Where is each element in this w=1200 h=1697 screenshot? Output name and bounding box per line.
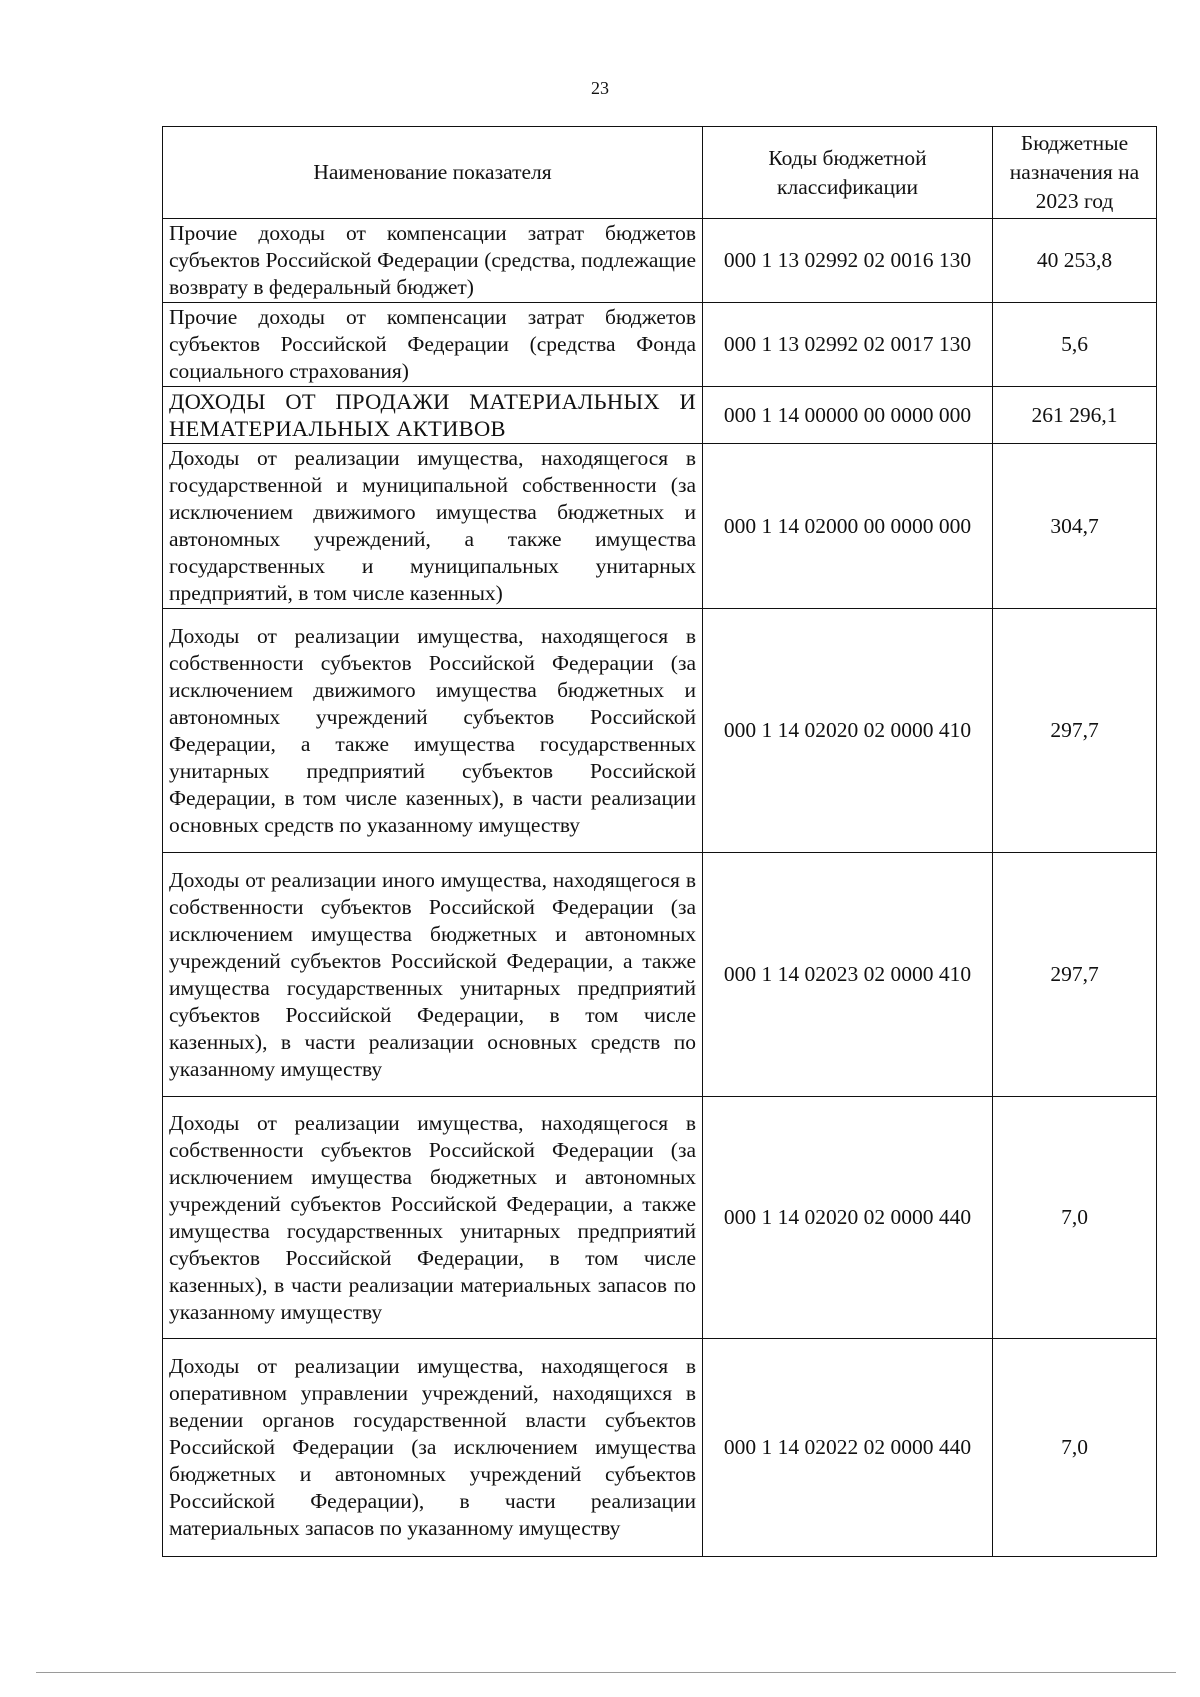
table-row bbox=[163, 1339, 1157, 1557]
table-row bbox=[163, 303, 1157, 387]
row-code: 000 1 14 02022 02 0000 440 bbox=[703, 1339, 993, 1557]
row-name: Доходы от реализации иного имущества, находящегося в собственности субъектов Российской Федерации (за исключением имущества бюджетных и автономных учреждений субъектов Российской Федерации, а также имущества государственных унитарных предприятий субъектов Российской Федерации, в том числе казенных), в части реализации основных средств по указанному имуществу bbox=[163, 853, 703, 1097]
header-amount: Бюджетные назначения на 2023 год bbox=[993, 127, 1157, 219]
row-code: 000 1 13 02992 02 0017 130 bbox=[703, 303, 993, 387]
row-name: Прочие доходы от компенсации затрат бюджетов субъектов Российской Федерации (средства, подлежащие возврату в федеральный бюджет) bbox=[163, 219, 703, 303]
table-header-row bbox=[163, 127, 1157, 219]
row-amount: 40 253,8 bbox=[993, 219, 1157, 303]
row-code: 000 1 14 02023 02 0000 410 bbox=[703, 853, 993, 1097]
row-amount: 5,6 bbox=[993, 303, 1157, 387]
table-row bbox=[163, 609, 1157, 853]
row-name: ДОХОДЫ ОТ ПРОДАЖИ МАТЕРИАЛЬНЫХ И НЕМАТЕРИАЛЬНЫХ АКТИВОВ bbox=[163, 387, 703, 444]
row-code: 000 1 14 02020 02 0000 410 bbox=[703, 609, 993, 853]
row-code: 000 1 14 02000 00 0000 000 bbox=[703, 444, 993, 609]
row-name: Доходы от реализации имущества, находящегося в собственности субъектов Российской Федерации (за исключением движимого имущества бюджетных и автономных учреждений субъектов Российской Федерации, а также имущества государственных унитарных предприятий субъектов Российской Федерации, в том числе казенных), в части реализации основных средств по указанному имуществу bbox=[163, 609, 703, 853]
row-name: Доходы от реализации имущества, находящегося в оперативном управлении учреждений, находящихся в ведении органов государственной власти субъектов Российской Федерации (за исключением имущества бюджетных и автономных учреждений субъектов Российской Федерации), в части реализации материальных запасов по указанному имуществу bbox=[163, 1339, 703, 1557]
row-name: Доходы от реализации имущества, находящегося в собственности субъектов Российской Федерации (за исключением имущества бюджетных и автономных учреждений субъектов Российской Федерации, а также имущества государственных унитарных предприятий субъектов Российской Федерации, в том числе казенных), в части реализации материальных запасов по указанному имуществу bbox=[163, 1097, 703, 1339]
row-amount: 304,7 bbox=[993, 444, 1157, 609]
row-amount: 7,0 bbox=[993, 1339, 1157, 1557]
row-amount: 297,7 bbox=[993, 853, 1157, 1097]
table-row bbox=[163, 1097, 1157, 1339]
header-name: Наименование показателя bbox=[163, 127, 703, 219]
table-row bbox=[163, 387, 1157, 444]
row-amount: 261 296,1 bbox=[993, 387, 1157, 444]
row-code: 000 1 14 00000 00 0000 000 bbox=[703, 387, 993, 444]
budget-table bbox=[162, 126, 1157, 1557]
page-bottom-rule bbox=[36, 1672, 1176, 1673]
row-amount: 7,0 bbox=[993, 1097, 1157, 1339]
table-row bbox=[163, 219, 1157, 303]
row-code: 000 1 13 02992 02 0016 130 bbox=[703, 219, 993, 303]
row-name: Доходы от реализации имущества, находящегося в государственной и муниципальной собственности (за исключением движимого имущества бюджетных и автономных учреждений, а также имущества государственных и муниципальных унитарных предприятий, в том числе казенных) bbox=[163, 444, 703, 609]
row-code: 000 1 14 02020 02 0000 440 bbox=[703, 1097, 993, 1339]
table-row bbox=[163, 853, 1157, 1097]
row-amount: 297,7 bbox=[993, 609, 1157, 853]
table-row bbox=[163, 444, 1157, 609]
page-number: 23 bbox=[591, 78, 609, 98]
header-code: Коды бюджетной классификации bbox=[703, 127, 993, 219]
row-name: Прочие доходы от компенсации затрат бюджетов субъектов Российской Федерации (средства Фонда социального страхования) bbox=[163, 303, 703, 387]
